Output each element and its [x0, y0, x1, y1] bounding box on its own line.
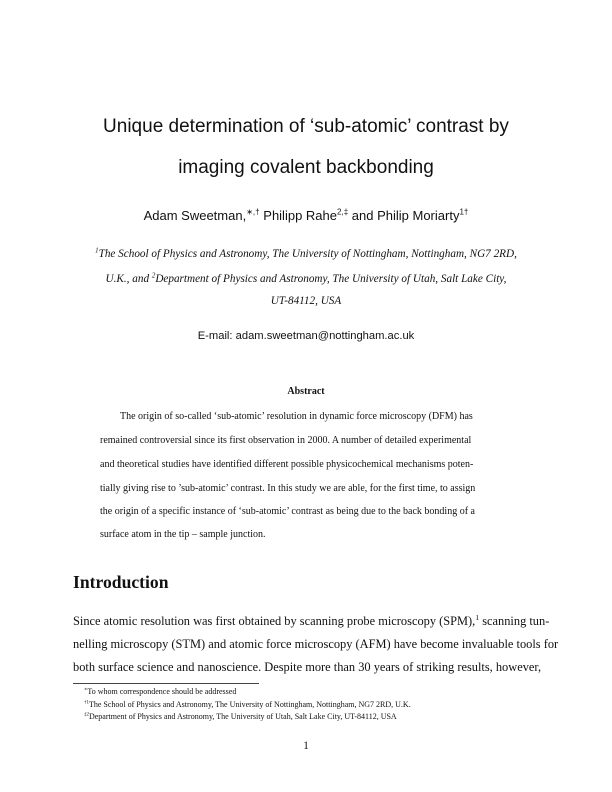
abstract-line: and theoretical studies have identified different possible physicochemical mechanisms poten- — [100, 459, 474, 470]
body-text-line — [73, 612, 550, 629]
author-affiliation-mark: 2,‡ — [336, 207, 349, 217]
affiliation-line-1 — [0, 248, 612, 260]
paper-title-line-1: Unique determination of ‘sub-atomic’ contrast by — [103, 116, 509, 137]
footnote — [84, 712, 544, 721]
footnote-divider — [73, 683, 259, 684]
page-number: 1 — [303, 740, 309, 752]
citation-reference: 1 — [475, 612, 480, 622]
abstract-line: tially giving rise to ’sub-atomic’ contrast. In this study we are able, for the first time, to assign — [100, 483, 476, 494]
author-name: Philipp Rahe — [259, 208, 337, 223]
body-text-line: nelling microscopy (STM) and atomic force microscopy (AFM) have become invaluable tools for — [73, 637, 559, 651]
abstract-line: remained controversial since its first observation in 2000. A number of detailed experimental — [100, 435, 472, 446]
affiliation-mark: 2 — [151, 271, 156, 280]
author-list — [0, 208, 612, 223]
affiliation-text: U.K., and — [105, 273, 152, 285]
section-heading-introduction: Introduction — [73, 572, 169, 592]
author-affiliation-mark: 1† — [459, 207, 469, 217]
author-affiliation-mark: ∗,† — [246, 207, 260, 217]
footnote-text: To whom correspondence should be addressed — [87, 687, 237, 696]
footnote-text: The School of Physics and Astronomy, The University of Nottingham, Nottingham, NG7 2RD, U.K. — [88, 700, 411, 709]
author-name: and Philip Moriarty — [348, 208, 460, 223]
body-text: Since atomic resolution was first obtained by scanning probe microscopy (SPM), — [73, 614, 476, 628]
abstract-heading: Abstract — [287, 386, 325, 397]
footnote-mark: †1 — [84, 700, 89, 706]
affiliation-line-2 — [0, 273, 612, 285]
affiliation-line-3: UT-84112, USA — [270, 295, 342, 307]
footnote-mark: ‡2 — [84, 712, 89, 718]
affiliation-text: The School of Physics and Astronomy, The University of Nottingham, Nottingham, NG7 2RD, — [98, 248, 517, 260]
body-text: scanning tun- — [479, 614, 550, 628]
affiliation-text: Department of Physics and Astronomy, The University of Utah, Salt Lake City, — [155, 273, 507, 285]
footnote-mark: ∗ — [84, 687, 88, 693]
footnote — [84, 687, 544, 696]
abstract-line: the origin of a specific instance of ‘sub-atomic’ contrast as being due to the back bonding of a — [100, 506, 475, 517]
paper-title-line-2: imaging covalent backbonding — [178, 157, 434, 178]
abstract-line: surface atom in the tip – sample junction. — [100, 529, 266, 540]
author-name: Adam Sweetman, — [143, 208, 247, 223]
affiliation-mark: 1 — [95, 246, 99, 255]
contact-email: E-mail: adam.sweetman@nottingham.ac.uk — [197, 330, 415, 342]
abstract-line: The origin of so-called ‘sub-atomic’ resolution in dynamic force microscopy (DFM) has — [120, 411, 473, 422]
footnote — [84, 700, 544, 709]
footnote-text: Department of Physics and Astronomy, The University of Utah, Salt Lake City, UT-84112, USA — [88, 712, 397, 721]
body-text-line: both surface science and nanoscience. Despite more than 30 years of striking results, however, — [73, 660, 542, 674]
